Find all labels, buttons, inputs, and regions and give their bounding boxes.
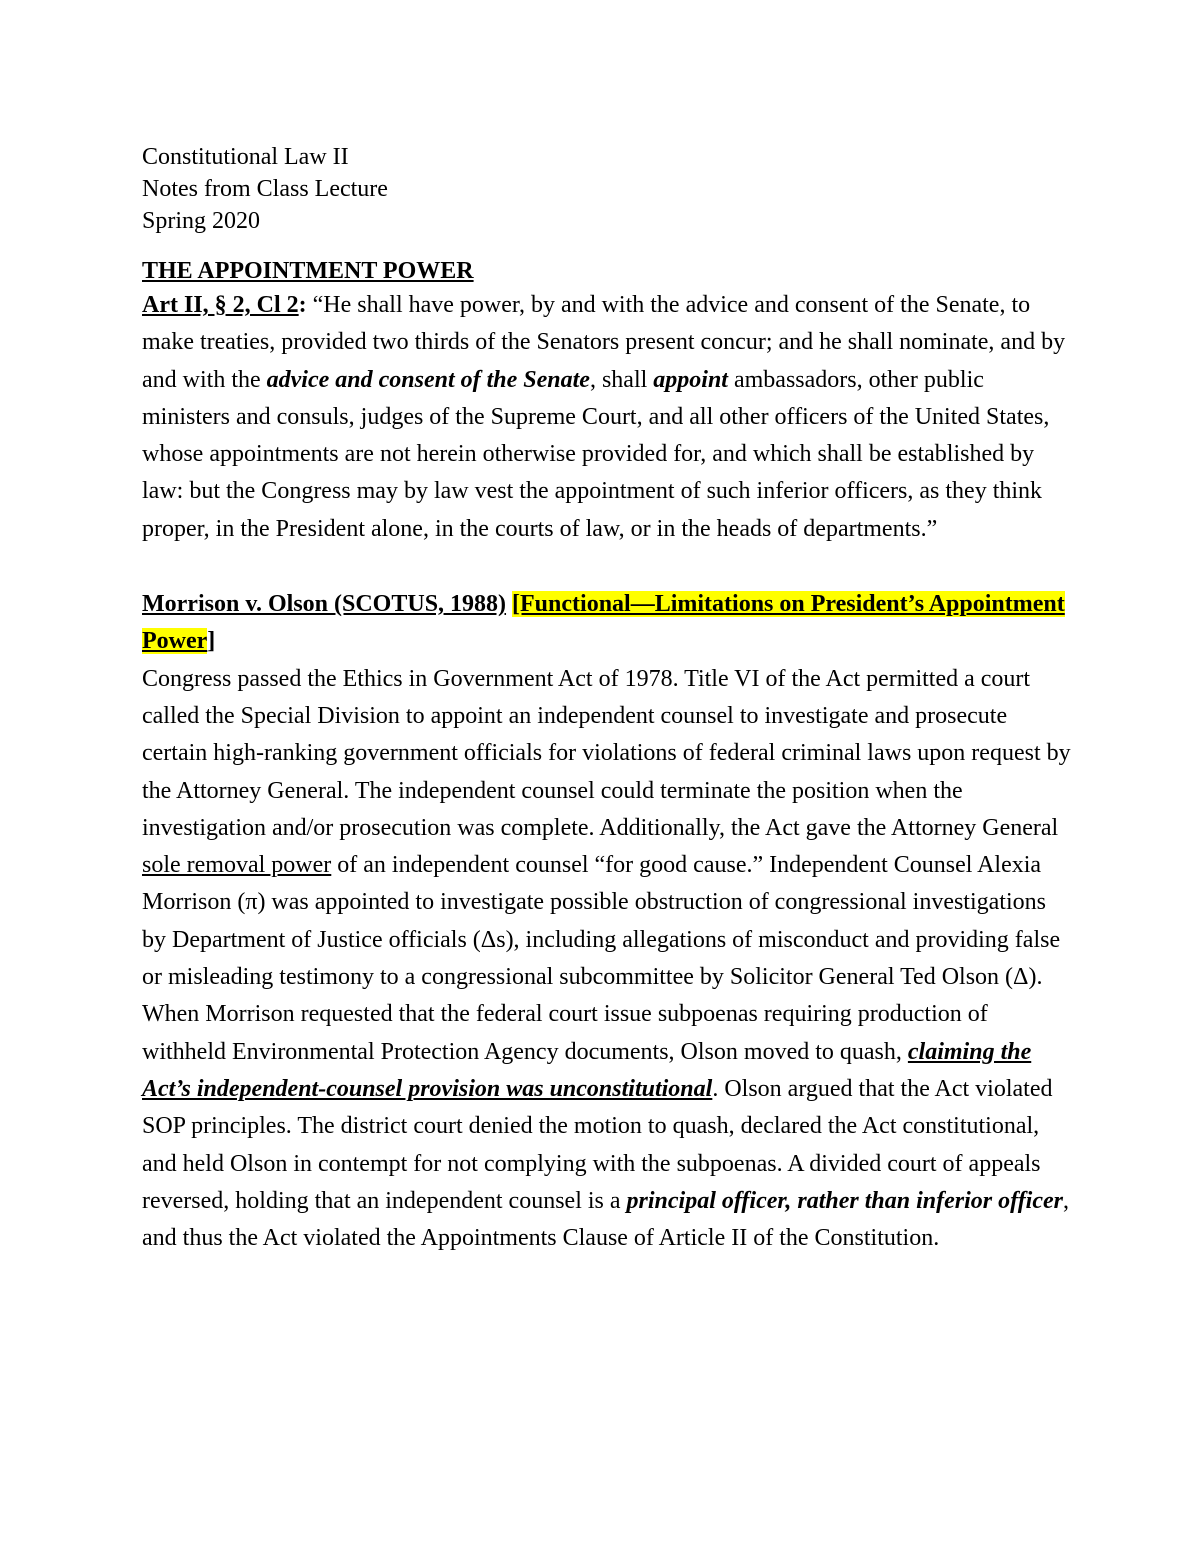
citation-colon: : [298, 292, 307, 318]
case-heading [142, 586, 1072, 661]
document-body [142, 141, 1072, 1257]
case-tag-close: ] [207, 628, 216, 655]
quote-text-1: “He shall have power, by and with the advice and consent of the Senate, to make treaties, provided two thirds of the Senators present concur; and he shall nominate, and by and with the [142, 292, 1066, 393]
section-heading: THE APPOINTMENT POWER [142, 258, 474, 284]
term-label: Spring 2020 [142, 208, 261, 234]
case-emphasis-claim: claiming the Act’s independent-counsel provision was unconstitutional [142, 1038, 1032, 1102]
case-tag-highlighted: [Functional—Limitations on President’s Appointment Power [142, 591, 1065, 655]
quote-emphasis-advice-consent: advice and consent of the Senate [266, 366, 590, 393]
case-text-2: of an independent counsel “for good cause.” Independent Counsel Alexia Morrison (π) was appointed to investigate possible obstruction of congressional investigations by Department of Justice officials (Δs), including allegations of misconduct and providing false or misleading testimony to a congressional subcommittee by Solicitor General Ted Olson (Δ). When Morrison requested that the federal court issue subpoenas requiring production of withheld Environmental Protection Agency documents, Olson moved to quash, [142, 852, 1061, 1065]
case-text-4: , and thus the Act violated the Appointments Clause of Article II of the Constitution. [142, 1187, 1069, 1252]
case-emphasis-principal-officer: principal officer, rather than inferior officer [626, 1187, 1063, 1214]
course-title: Constitutional Law II [142, 144, 349, 170]
quote-text-3: ambassadors, other public ministers and consuls, judges of the Supreme Court, and all other officers of the United States, whose appointments are not herein otherwise provided for, and which shall be established by law: but the Congress may by law vest the appointment of such inferior officers, as they think proper, in the President alone, in the courts of law, or in the heads of departments.” [142, 366, 1050, 542]
constitution-quote-paragraph [142, 287, 1072, 548]
quote-text-2: , shall [589, 366, 654, 393]
case-text-3: . Olson argued that the Act violated SOP principles. The district court denied the motion to quash, declared the Act constitutional, and held Olson in contempt for not complying with the subpoenas. A divided court of appeals reversed, holding that an independent counsel is a [142, 1075, 1053, 1214]
article-citation: Art II, § 2, Cl 2 [142, 292, 299, 318]
case-text-1: Congress passed the Ethics in Government Act of 1978. Title VI of the Act permitted a court called the Special Division to appoint an independent counsel to investigate and prosecute certain high-ranking government officials for violations of federal criminal laws upon request by the Attorney General. The independent counsel could terminate the position when the investigation and/or prosecution was complete. Additionally, the Act gave the Attorney General [142, 665, 1071, 841]
document-subtitle: Notes from Class Lecture [142, 176, 388, 202]
case-name: Morrison v. Olson (SCOTUS, 1988) [142, 591, 507, 618]
quote-emphasis-appoint: appoint [653, 366, 728, 393]
case-underline-removal-power: sole removal power [142, 852, 332, 879]
document-header [142, 141, 1072, 237]
case-facts-paragraph [142, 661, 1072, 1258]
